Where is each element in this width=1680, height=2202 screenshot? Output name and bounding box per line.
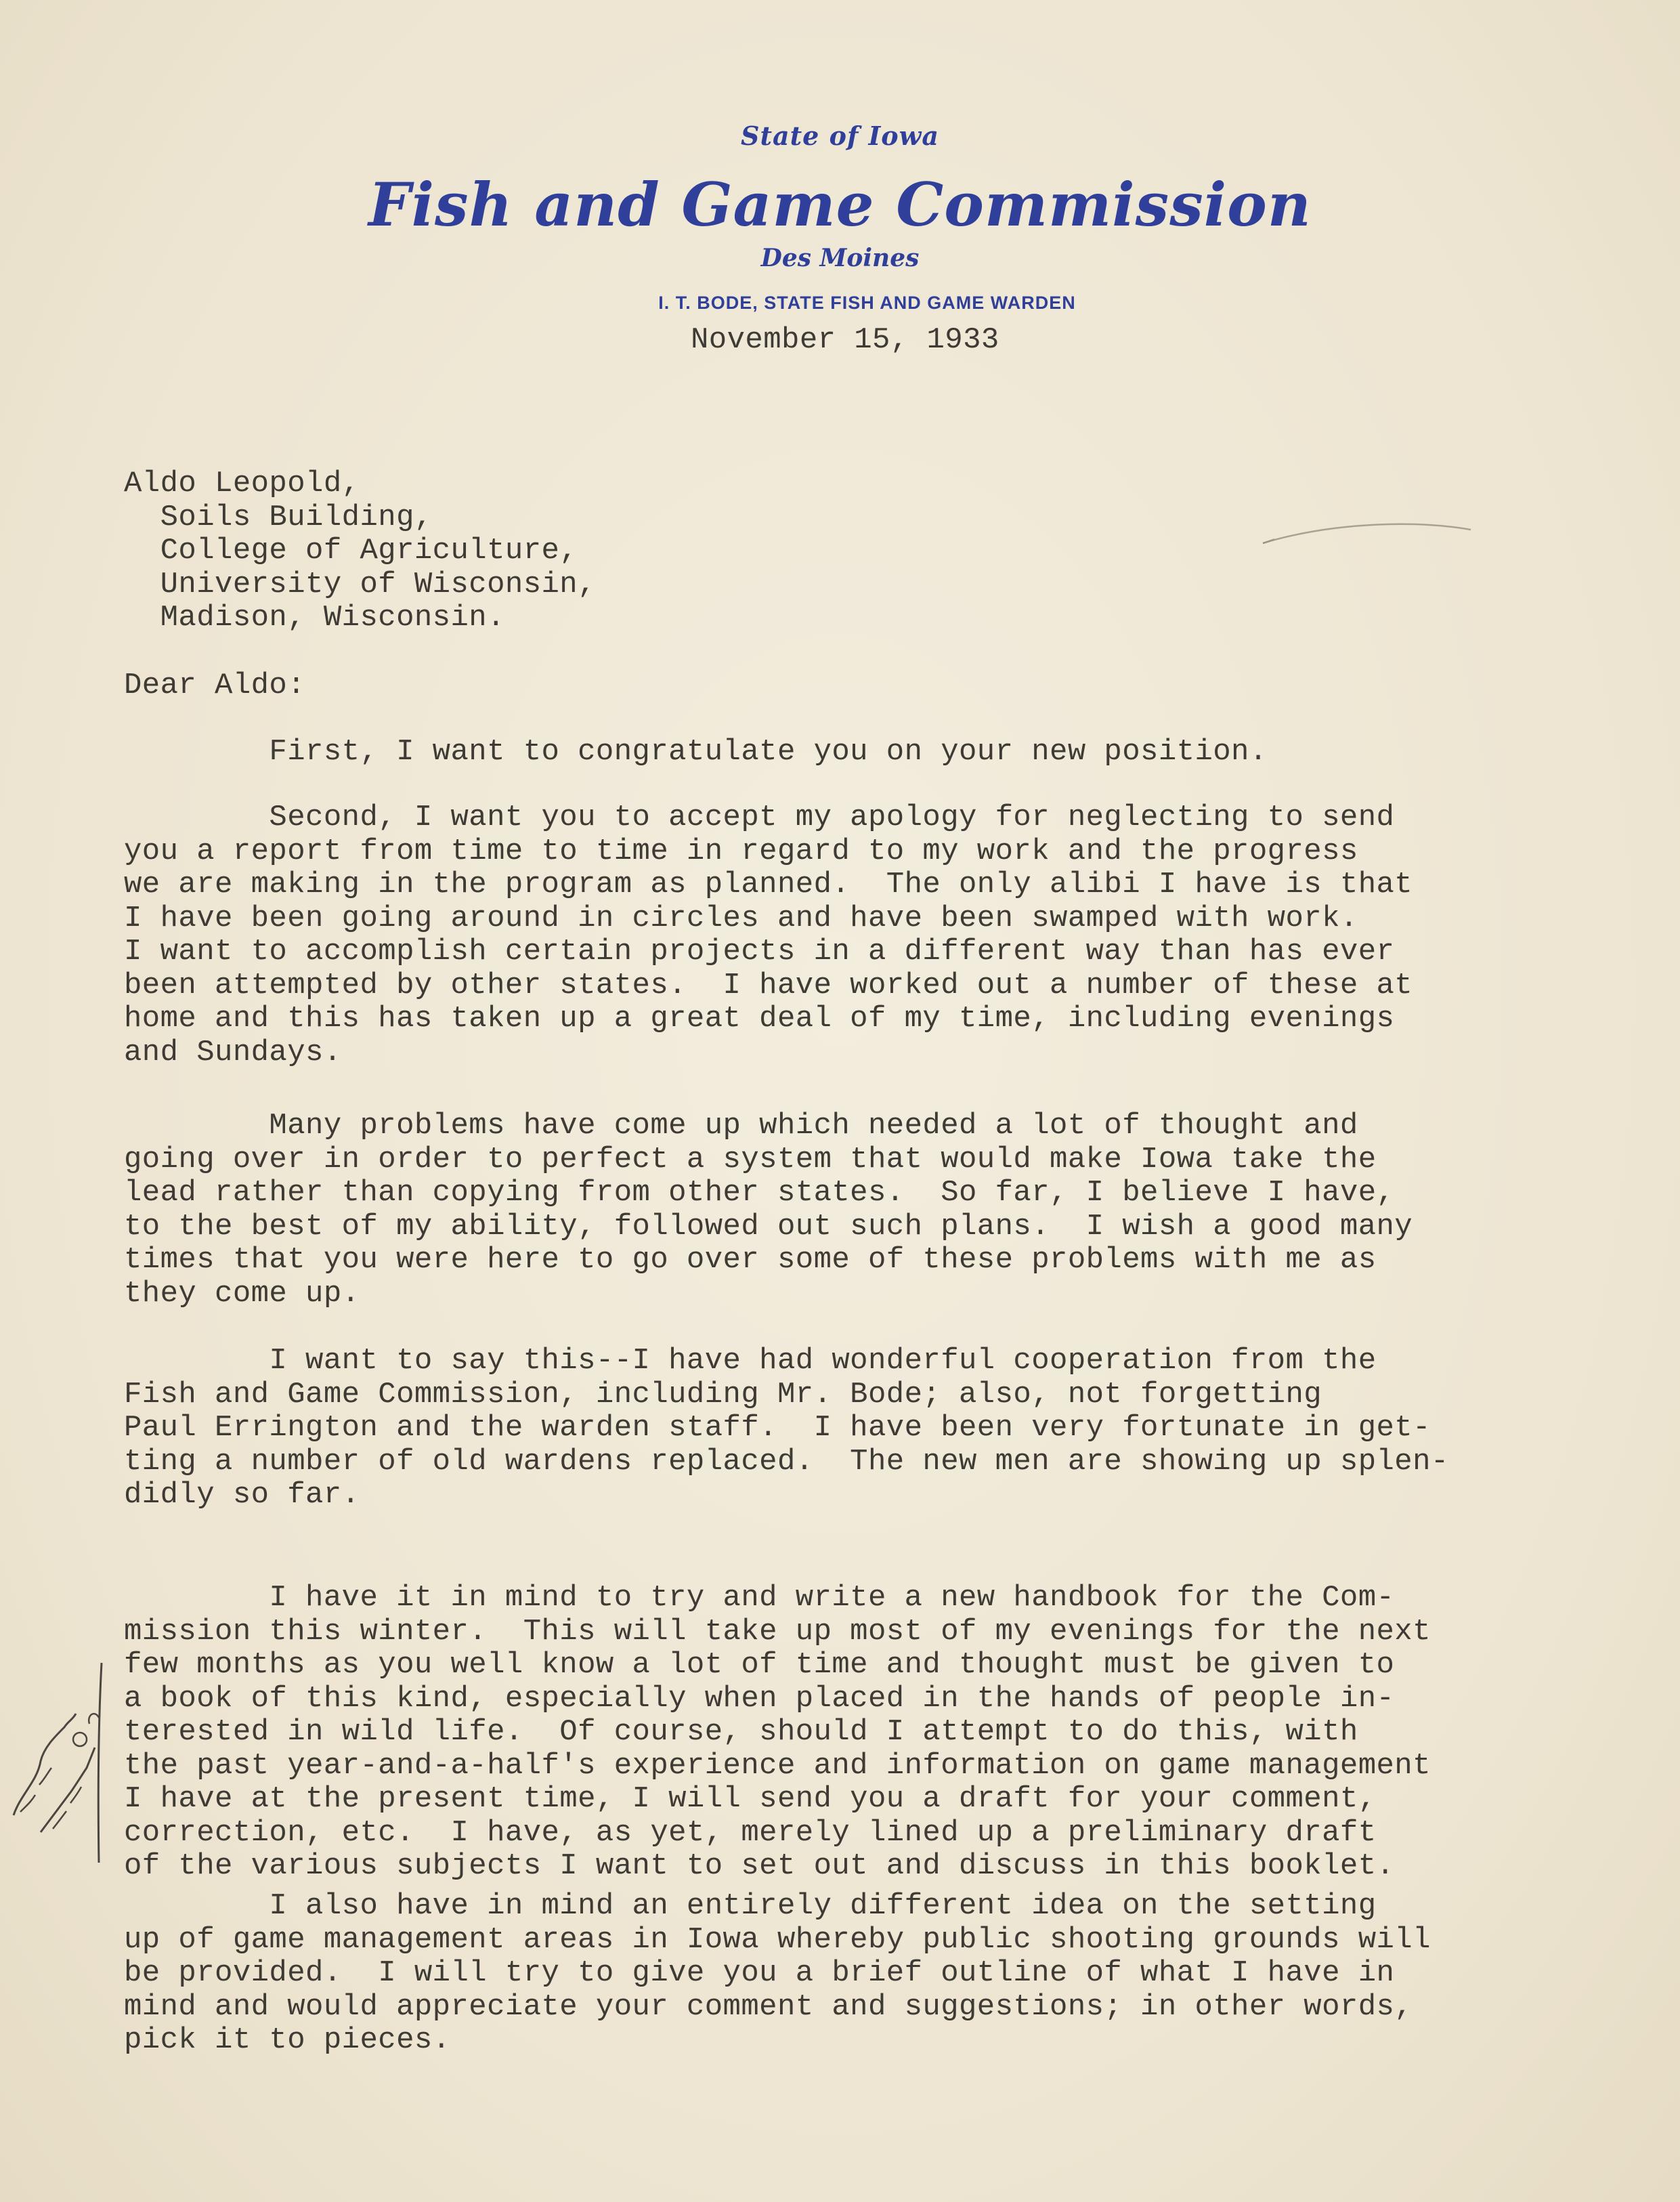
- salutation: Dear Aldo:: [124, 669, 306, 702]
- paragraph-cooperation: I want to say this--I have had wonderful cooperation from the Fish and Game Commission, including Mr. Bode; also, not forgetting Paul Errington and the warden staff. I have been very fortunate in get- ting a number of old wardens replaced. The new men are showing up splen- didly so far.: [124, 1344, 1449, 1512]
- paragraph-management-areas: I also have in mind an entirely different idea on the setting up of game management areas in Iowa whereby public shooting grounds will be provided. I will try to give you a brief outline of what I have in mind and would appreciate your comment and suggestions; in other words, pick it to pieces.: [124, 1889, 1431, 2057]
- handwritten-margin-annotation: [0, 1659, 129, 1876]
- recipient-address: Aldo Leopold, Soils Building, College of Agriculture, University of Wisconsin, Madison, Wisconsin.: [124, 467, 596, 635]
- letter-date: November 15, 1933: [691, 323, 999, 357]
- pencil-stray-mark: [1259, 515, 1476, 555]
- letterhead-commission: Fish and Game Commission: [368, 169, 1312, 240]
- paragraph-handbook: I have it in mind to try and write a new handbook for the Com- mission this winter. This will take up most of my evenings for the next few months as you well know a lot of time and thought must be given to a book of this kind, especially when placed in the hands of people in- terested in wild life. Of course, should I attempt to do this, with the past year-and-a-half's experience and information on game management I have at the present time, I will send you a draft for your comment, correction, etc. I have, as yet, merely lined up a preliminary draft of the various subjects I want to set out and discuss in this booklet.: [124, 1581, 1431, 1883]
- letterhead-city: Des Moines: [760, 244, 920, 272]
- paragraph-congratulations: First, I want to congratulate you on your new position.: [124, 735, 1268, 769]
- paragraph-apology: Second, I want you to accept my apology for neglecting to send you a report from time to time in regard to my work and the progress we are making in the program as planned. The only alibi I have is that I have been going around in circles and have been swamped with work. I want to accomplish certain projects in a different way than has ever been attempted by other states. I have worked out a number of these at home and this has taken up a great deal of my time, including evenings and Sundays.: [124, 801, 1413, 1070]
- letterhead-state: State of Iowa: [741, 121, 939, 151]
- letterhead-warden: I. T. BODE, STATE FISH AND GAME WARDEN: [658, 293, 1076, 313]
- paragraph-problems: Many problems have come up which needed a lot of thought and going over in order to perfect a system that would make Iowa take the lead rather than copying from other states. So far, I believe I have, to the best of my ability, followed out such plans. I wish a good many times that you were here to go over some of these problems with me as they come up.: [124, 1109, 1413, 1311]
